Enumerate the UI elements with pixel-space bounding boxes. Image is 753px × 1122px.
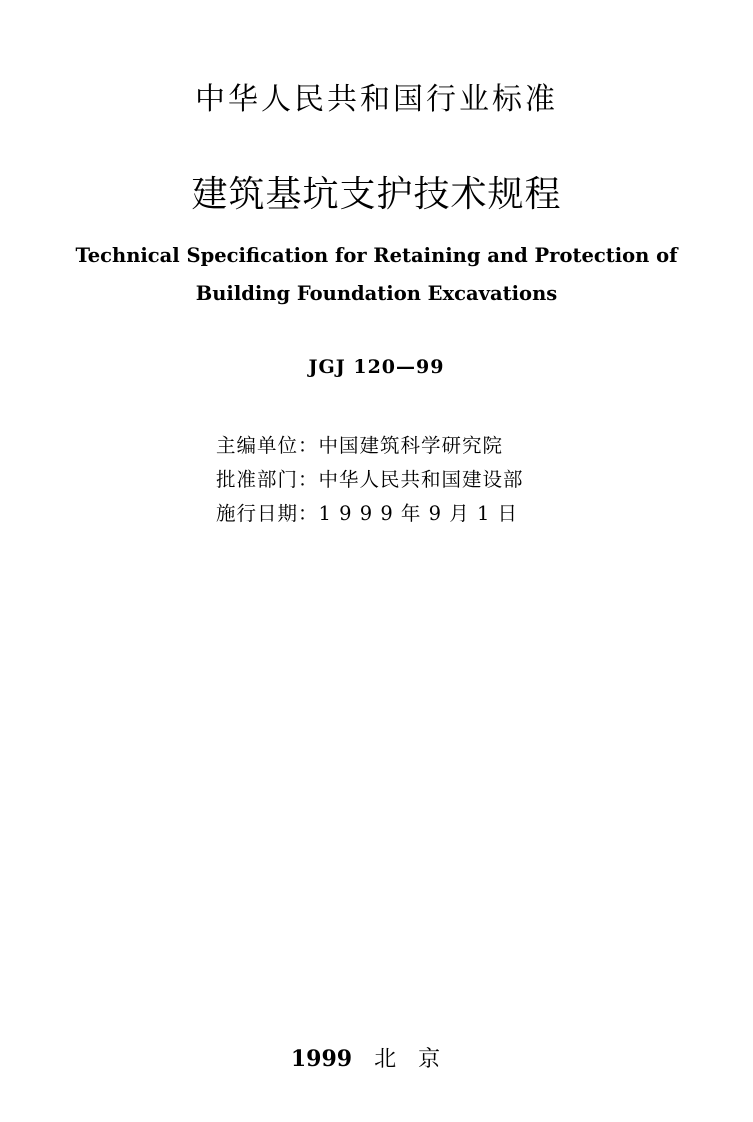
title-english-line-1: Technical Specification for Retaining and Protection of	[75, 244, 678, 267]
editor-unit-label: 主编单位：	[216, 434, 319, 457]
effective-date-value: 1 9 9 9 年 9 月 1 日	[318, 502, 519, 525]
standard-code: JGJ 120—99	[308, 356, 445, 378]
standard-category: 中华人民共和国行业标准	[195, 82, 558, 117]
editor-unit-value: 中国建筑科学研究院	[318, 434, 504, 457]
effective-date-line	[216, 498, 518, 526]
title-chinese: 建筑基坑支护技术规程	[191, 174, 562, 215]
effective-date-label: 施行日期：	[216, 502, 319, 525]
editor-unit-line	[216, 430, 503, 458]
approver-label: 批准部门：	[216, 468, 319, 491]
imprint	[0, 1042, 753, 1073]
approver-line	[216, 464, 524, 492]
imprint-city: 北京	[374, 1047, 463, 1072]
imprint-year: 1999	[290, 1046, 353, 1072]
title-english-line-2: Building Foundation Excavations	[195, 282, 558, 305]
approver-value: 中华人民共和国建设部	[318, 468, 524, 491]
